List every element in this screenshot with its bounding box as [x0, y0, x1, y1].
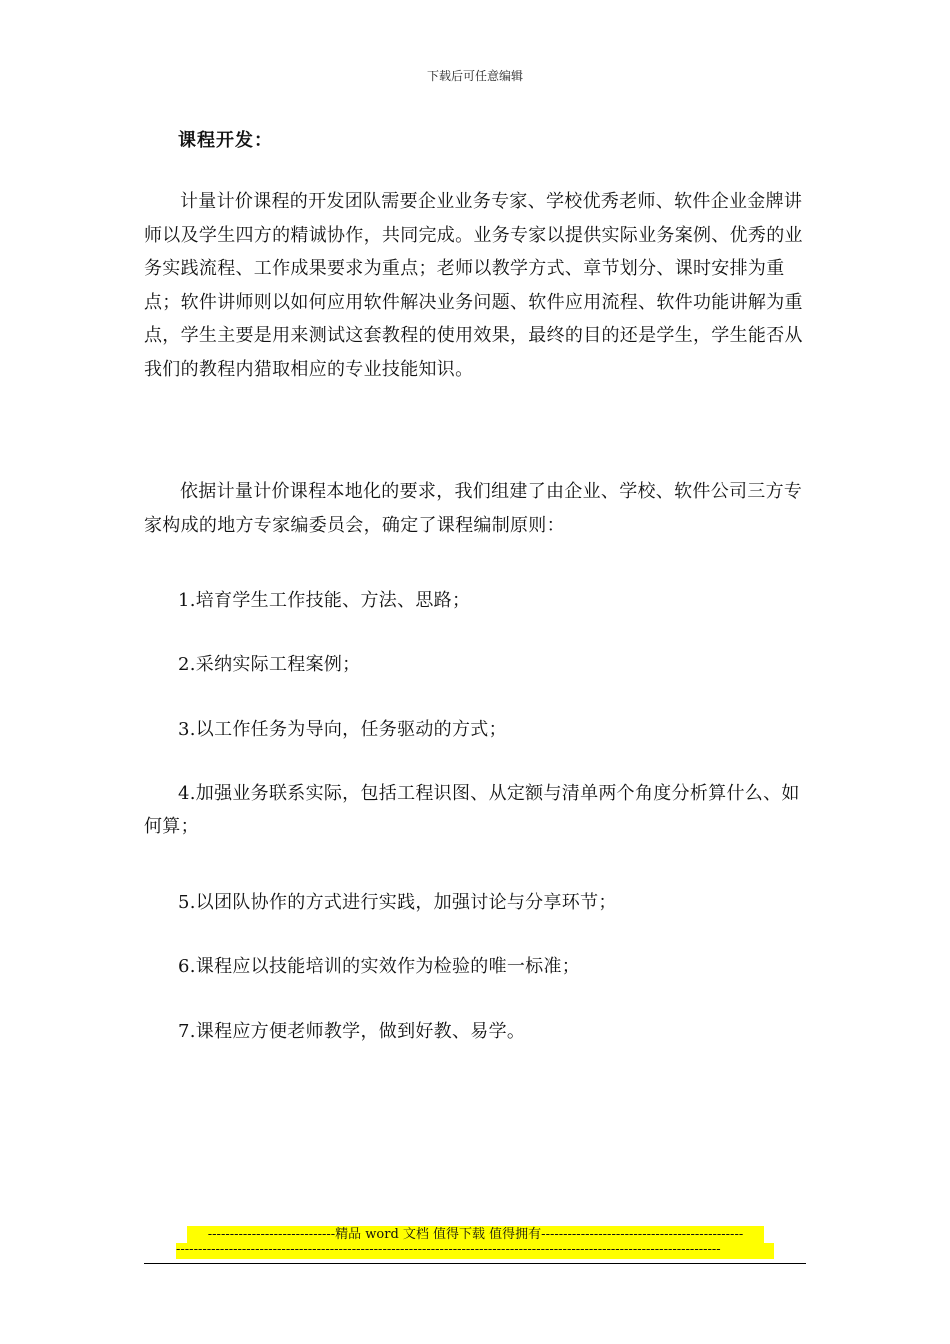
principle-item: 3.以工作任务为导向，任务驱动的方式； — [178, 719, 507, 740]
principle-item: 1.培育学生工作技能、方法、思路； — [178, 590, 471, 611]
footer-dash-line: ---------------------------------------------------------------------------------------------------------------------------- — [176, 1243, 774, 1259]
principle-item: 4.加强业务联系实际，包括工程识图、从定额与清单两个角度分析算什么、如何算； — [144, 783, 800, 837]
footer-banner: -----------------------------精品 word 文档 值得下载 值得拥有---------------------------------------------- — [187, 1226, 764, 1243]
principle-item: 2.采纳实际工程案例； — [178, 654, 361, 675]
paragraph-expert-committee: 依据计量计价课程本地化的要求，我们组建了由企业、学校、软件公司三方专家构成的地方专家编委员会，确定了课程编制原则： — [144, 481, 803, 536]
footer-divider — [144, 1263, 806, 1264]
principle-item: 6.课程应以技能培训的实效作为检验的唯一标准； — [178, 956, 581, 977]
paragraph-development-team: 计量计价课程的开发团队需要企业业务专家、学校优秀老师、软件企业金牌讲师以及学生四方的精诚协作，共同完成。业务专家以提供实际业务案例、优秀的业务实践流程、工作成果要求为重点；老师以教学方式、章节划分、课时安排为重点；软件讲师则以如何应用软件解决业务问题、软件应用流程、软件功能讲解为重点，学生主要是用来测试这套教程的使用效果，最终的目的还是学生，学生能否从我们的教程内猎取相应的专业技能知识。 — [144, 191, 803, 380]
section-heading: 课程开发： — [178, 130, 273, 151]
principle-item: 7.课程应方便老师教学，做到好教、易学。 — [178, 1021, 526, 1042]
principle-item: 5.以团队协作的方式进行实践，加强讨论与分享环节； — [178, 892, 617, 913]
page-header: 下载后可任意编辑 — [426, 69, 523, 83]
